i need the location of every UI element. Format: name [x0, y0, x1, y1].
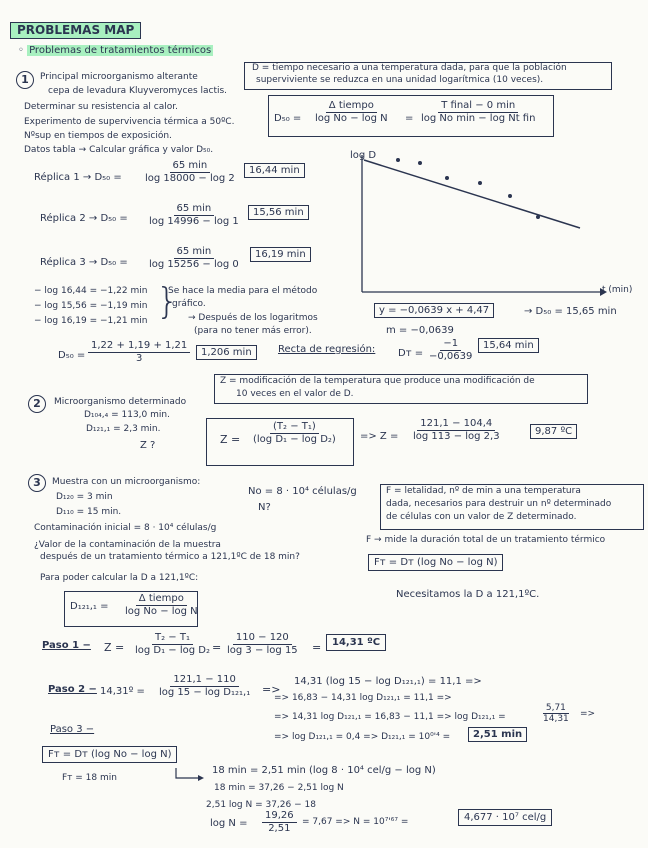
equals-sign: =: [212, 641, 222, 654]
fraction-numerator: 110 − 120: [233, 632, 292, 645]
z-lhs: Z =: [220, 433, 241, 446]
d-definition-line: superviviente se reduzca en una unidad logarítmica (10 veces).: [256, 75, 544, 85]
f-formula: Fᴛ = Dᴛ (log No − log N): [368, 554, 503, 571]
p2-line: D₁₂₁,₁ = 2,3 min.: [86, 424, 161, 434]
fraction-denominator: (log D₁ − log D₂): [253, 433, 336, 445]
fraction-numerator: 1,22 + 1,19 + 1,21: [88, 340, 190, 353]
paso3-last-fraction: [262, 810, 297, 834]
fraction-numerator: 5,71: [543, 703, 569, 714]
replica-label: Réplica 1 → D₅₀ =: [34, 172, 122, 183]
paso2-line: => log D₁₂₁,₁ = 0,4 => D₁₂₁,₁ = 10⁰'⁴ =: [274, 732, 451, 742]
implies-arrow: =>: [262, 683, 281, 696]
paso3-formula: Fᴛ = Dᴛ (log No − log N): [42, 746, 177, 763]
replica-result: 15,56 min: [248, 205, 309, 220]
p3-line: ¿Valor de la contaminación de la muestra: [34, 540, 221, 550]
bullet-icon: ◦: [18, 45, 28, 56]
fraction-numerator: 65 min: [170, 160, 211, 173]
replica-label: Réplica 2 → D₅₀ =: [40, 213, 128, 224]
fraction-numerator: 65 min: [174, 203, 215, 216]
regression-equation: y = −0,0639 x + 4,47: [374, 303, 494, 318]
paso2-lhs: 14,31º =: [100, 686, 145, 697]
paso3-line: 18 min = 2,51 min (log 8 · 10⁴ cel/g − log N): [212, 765, 436, 776]
fraction-denominator: log 113 − log 2,3: [413, 430, 500, 442]
paso2-line: => 14,31 log D₁₂₁,₁ = 16,83 − 11,1 => log D₁₂₁,₁ =: [274, 712, 506, 722]
p1-line: Determinar su resistencia al calor.: [24, 102, 178, 112]
f-note: F → mide la duración total de un tratamiento térmico: [366, 535, 606, 545]
z-calc-lhs: => Z =: [360, 431, 399, 442]
fraction-numerator: −1: [440, 338, 461, 351]
implies-arrow: =>: [580, 709, 596, 719]
p2-line: Microorganismo determinado: [54, 397, 187, 407]
p1-line: Nºsup en tiempos de exposición.: [24, 131, 172, 141]
fraction-numerator: 121,1 − 104,4: [417, 418, 495, 431]
paso1-result: 14,31 ºC: [326, 634, 386, 651]
fraction-numerator: (T₂ − T₁): [270, 421, 319, 434]
equals-sign: =: [312, 641, 322, 654]
dt-lhs: Dᴛ =: [398, 348, 424, 359]
paso2-label: Paso 2 −: [48, 684, 97, 695]
page-title: PROBLEMAS MAP: [10, 22, 141, 39]
p3-line: Muestra con un microorganismo:: [52, 477, 201, 487]
fraction-numerator: 121,1 − 110: [170, 674, 238, 687]
fraction-numerator: T final − 0 min: [438, 100, 518, 113]
fraction-denominator: log No − log N: [125, 605, 198, 617]
regression-result: → D₅₀ = 15,65 min: [524, 306, 617, 317]
fraction-denominator: log 15256 − log 0: [149, 258, 239, 270]
graph-xlabel: t (min): [602, 285, 633, 295]
p3-line: D₁₁₀ = 15 min.: [56, 507, 122, 517]
brace-icon: }: [156, 281, 179, 322]
paso2-line: 14,31 (log 15 − log D₁₂₁,₁) = 11,1 =>: [294, 676, 482, 687]
d50-lhs: D₅₀ =: [274, 113, 302, 124]
graph-ylabel: log D: [350, 150, 377, 161]
subtitle-text: Problemas de tratamientos térmicos: [29, 45, 212, 56]
p3-line: Para poder calcular la D a 121,1ºC:: [40, 573, 199, 583]
n-question: N?: [258, 502, 271, 513]
p2-line: Z ?: [140, 440, 156, 451]
p2-line: D₁₀₄,₄ = 113,0 min.: [84, 410, 170, 420]
fraction-denominator: 3: [135, 352, 143, 364]
neg-log-line: − log 16,19 = −1,21 min: [34, 316, 148, 326]
p3-line: Contaminación inicial = 8 · 10⁴ células/g: [34, 523, 217, 533]
paso3-result: 4,677 · 10⁷ cel/g: [458, 809, 552, 826]
no-value: No = 8 · 10⁴ células/g: [248, 486, 357, 497]
paso1-lhs: Z =: [104, 641, 125, 654]
recta-label: Recta de regresión:: [278, 344, 376, 355]
equals-sign: =: [405, 113, 414, 124]
paso3-line: 2,51 log N = 37,26 − 18: [206, 800, 316, 810]
dt-result: 15,64 min: [478, 338, 539, 353]
paso3-last-mid: = 7,67 => N = 10⁷'⁶⁷ =: [302, 817, 409, 827]
fraction-numerator: T₂ − T₁: [152, 632, 193, 645]
fraction-numerator: 65 min: [174, 246, 215, 259]
media-note: gráfico.: [172, 299, 206, 309]
p1-line: Experimento de supervivencia térmica a 50ºC.: [24, 117, 235, 127]
neg-log-line: − log 15,56 = −1,19 min: [34, 301, 148, 311]
p1-line: cepa de levadura Kluyveromyces lactis.: [48, 86, 228, 96]
slope-value: m = −0,0639: [386, 325, 454, 336]
f-definition-line: dada, necesarios para destruir un nº determinado: [386, 499, 612, 509]
paso3-last-lhs: log N =: [210, 818, 248, 829]
paso3-label: Paso 3 −: [50, 724, 95, 735]
replica-label: Réplica 3 → D₅₀ =: [40, 257, 128, 268]
d-definition-line: D = tiempo necesario a una temperatura dada, para que la población: [252, 63, 567, 73]
problem-1-number: 1: [16, 71, 34, 89]
p3-line: después de un tratamiento térmico a 121,1ºC de 18 min?: [40, 552, 300, 562]
fraction-numerator: Δ tiempo: [326, 100, 377, 113]
paso2-result: 2,51 min: [468, 727, 527, 742]
fraction-denominator: −0,0639: [429, 350, 473, 362]
z-definition-line: Z = modificación de la temperatura que produce una modificación de: [220, 376, 535, 386]
fraction-denominator: log 15 − log D₁₂₁,₁: [159, 686, 251, 698]
d121-lhs: D₁₂₁,₁ =: [70, 601, 109, 612]
fraction-denominator: 14,31: [543, 714, 569, 725]
dmean-lhs: D₅₀ =: [58, 350, 86, 361]
fraction-denominator: log 3 − log 15: [227, 644, 298, 656]
media-note: (para no tener más error).: [194, 326, 312, 336]
problem-2-number: 2: [28, 395, 46, 413]
dmean-result: 1,206 min: [196, 345, 257, 360]
problem-3-number: 3: [28, 474, 46, 492]
paso3-line: 18 min = 37,26 − 2,51 log N: [214, 783, 344, 793]
fraction-numerator: Δ tiempo: [136, 593, 187, 606]
paso1-label: Paso 1 −: [42, 640, 91, 651]
fraction-denominator: log D₁ − log D₂: [135, 644, 210, 656]
z-definition-line: 10 veces en el valor de D.: [236, 389, 354, 399]
z-result: 9,87 ºC: [530, 424, 577, 439]
media-note: Se hace la media para el método: [168, 286, 318, 296]
replica-result: 16,44 min: [244, 163, 305, 178]
replica-result: 16,19 min: [250, 247, 311, 262]
fraction-numerator: 19,26: [262, 810, 297, 823]
fraction-denominator: log No − log N: [315, 112, 388, 124]
p3-line: D₁₂₀ = 3 min: [56, 492, 113, 502]
p1-line: Principal microorganismo alterante: [40, 72, 198, 82]
fraction-denominator: log 18000 − log 2: [145, 172, 235, 184]
paso3-ft: Fᴛ = 18 min: [62, 773, 117, 783]
f-definition-line: de células con un valor de Z determinado.: [386, 512, 577, 522]
need-d-text: Necesitamos la D a 121,1ºC.: [396, 589, 540, 600]
p1-line: Datos tabla → Calcular gráfica y valor D₅₀.: [24, 145, 214, 155]
f-definition-line: F = letalidad, nº de min a una temperatura: [386, 486, 581, 496]
fraction-denominator: log 14996 − log 1: [149, 215, 239, 227]
paso2-line: => 16,83 − 14,31 log D₁₂₁,₁ = 11,1 =>: [274, 693, 452, 703]
media-note: → Después de los logaritmos: [188, 313, 318, 323]
fraction-denominator: log No min − log Nt fin: [421, 112, 536, 124]
neg-log-line: − log 16,44 = −1,22 min: [34, 286, 148, 296]
fraction-denominator: 2,51: [268, 822, 291, 834]
